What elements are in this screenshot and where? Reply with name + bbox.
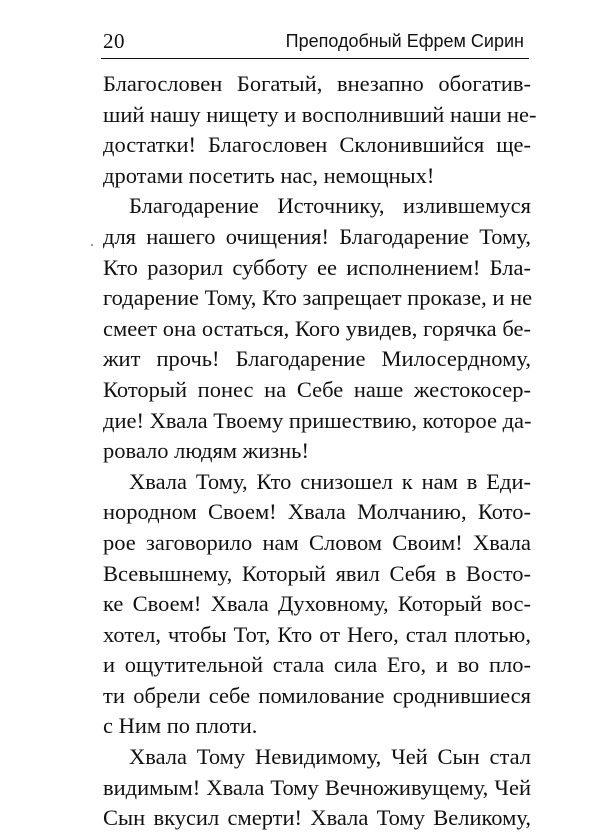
text-line: Благодарение Источнику, излившемуся (129, 193, 531, 219)
text-line: ший нашу нищету и восполнивший наши не- (103, 101, 537, 127)
text-line: жит прочь! Благодарение Милосердному, (103, 346, 531, 372)
text-line: видимым! Хвала Тому Вечноживущему, Чей (103, 774, 531, 800)
text-line: дротами посетить нас, немощных! (103, 162, 435, 188)
text-line: Который понес на Себе наше жестокосер- (103, 376, 531, 402)
running-title: Преподобный Ефрем Сирин (285, 31, 524, 51)
text-line: достатки! Благословен Склонившийся ще- (103, 132, 531, 158)
text-line: с Ним по плоти. (103, 713, 258, 739)
paragraph-4 (103, 742, 531, 834)
text-line: Благословен Богатый, внезапно обогатив- (103, 71, 531, 96)
body-text (103, 69, 537, 834)
text-line: Всевышнему, Который явил Себя в Восто- (103, 560, 531, 586)
text-line: годарение Тому, Кто запрещает проказе, и не (103, 285, 533, 311)
header-rule (101, 58, 529, 59)
paragraph-1 (103, 69, 537, 191)
text-line: Хвала Тому, Кто снизошел к нам в Еди- (129, 468, 531, 494)
paragraph-3 (103, 467, 531, 742)
text-line: для нашего очищения! Благодарение Тому, (103, 223, 531, 249)
text-line: рое заговорило нам Словом Своим! Хвала (103, 529, 531, 555)
text-line: ти обрели себе помилование сроднившиеся (103, 682, 531, 708)
text-line: Сын вкусил смерти! Хвала Тому Великому, (103, 805, 531, 831)
text-line: ке Своем! Хвала Духовному, Который вос- (103, 591, 531, 617)
text-line: нородном Своем! Хвала Молчанию, Кото- (103, 499, 531, 525)
page-number: 20 (103, 29, 125, 53)
paragraph-2 (103, 191, 531, 466)
text-line: и ощутительной стала сила Его, и во пло- (103, 652, 531, 678)
text-line: Кто разорил субботу ее исполнением! Бла- (103, 254, 531, 280)
text-line: ровало людям жизнь! (103, 438, 309, 464)
text-line: хотел, чтобы Тот, Кто от Него, стал плотью, (103, 621, 531, 647)
page-header (103, 28, 528, 54)
text-line: Хвала Тому Невидимому, Чей Сын стал (129, 744, 531, 770)
text-line: дие! Хвала Твоему пришествию, которое да- (103, 407, 532, 433)
text-line: смеет она остаться, Кого увидев, горячка бе- (103, 315, 531, 341)
print-speck (91, 244, 93, 246)
